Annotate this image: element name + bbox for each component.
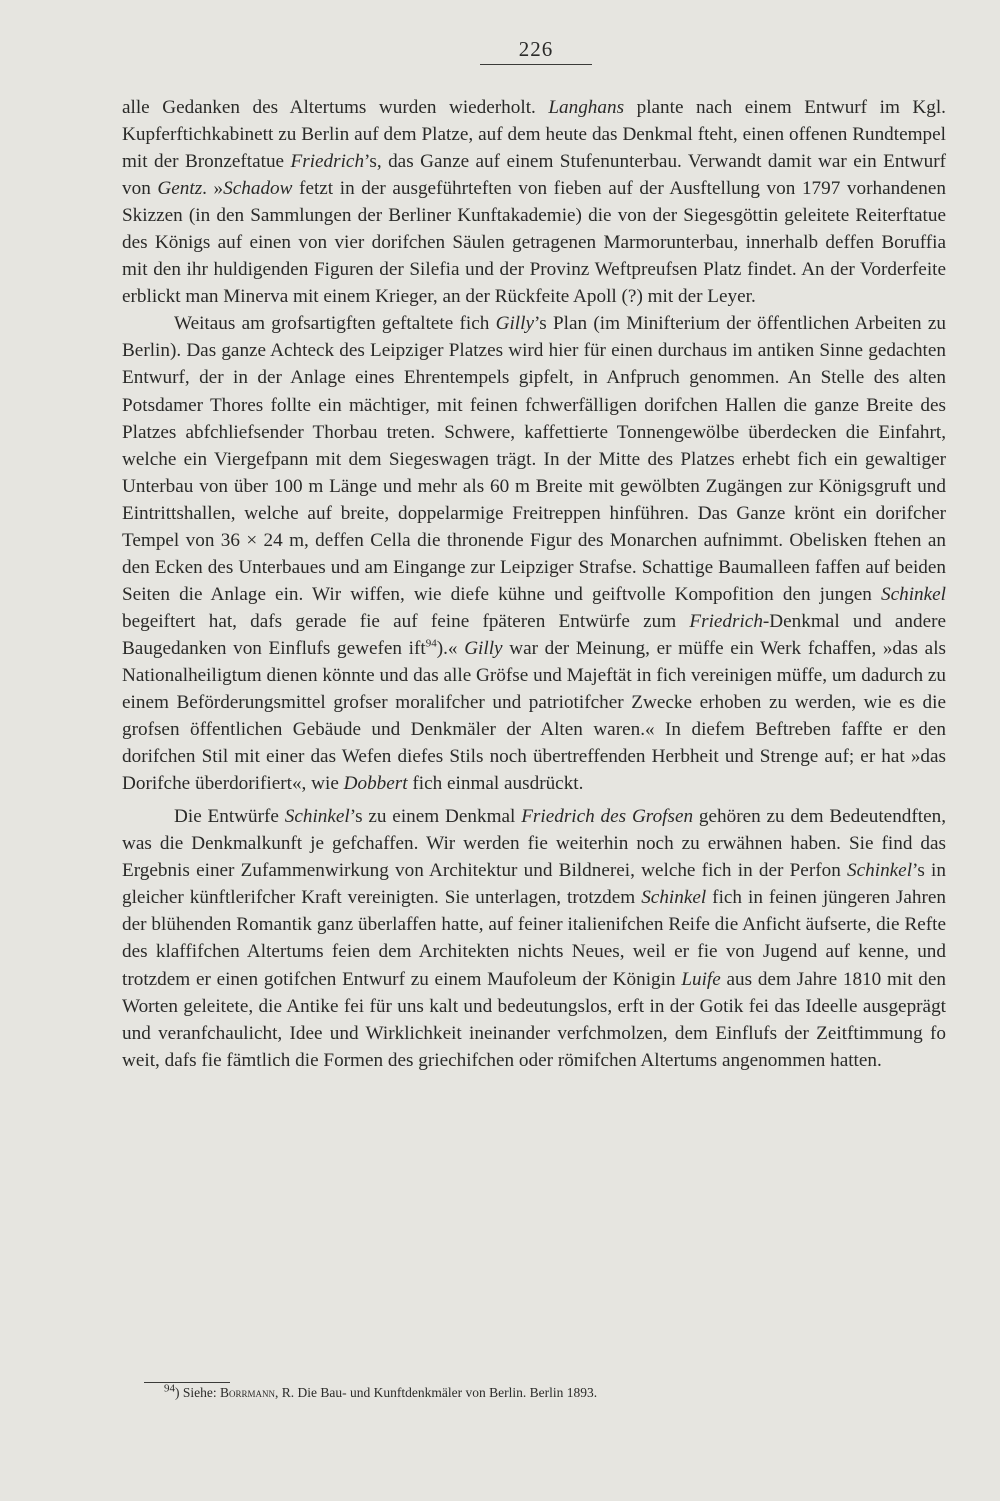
- text-run: Weitaus am grofsartigften geftaltete fich: [174, 313, 496, 335]
- text-run: begeiftert hat, dafs gerade fie auf feine fpäteren Entwürfe zum: [122, 610, 690, 632]
- italic-name: Friedrich: [290, 151, 365, 173]
- paragraph: [122, 803, 946, 1073]
- text-run: ’s, das Ganze auf einem Stufenunterbau. Verwandt damit war ein Entwurf von: [122, 151, 946, 200]
- paragraph: [122, 94, 946, 310]
- italic-name: Luife: [681, 968, 721, 990]
- footnote-text-after: , R. Die Bau- und Kunftdenkmäler von Berlin. Berlin 1893.: [275, 1385, 598, 1400]
- italic-name: Schinkel: [881, 583, 946, 605]
- italic-name: Schadow: [223, 178, 293, 200]
- text-run: Die Entwürfe: [174, 806, 285, 828]
- page-number-rule: [480, 64, 592, 65]
- italic-name: Dobbert: [343, 773, 408, 795]
- page-number: 226: [518, 37, 554, 61]
- italic-name: Langhans: [548, 97, 625, 118]
- paragraph: [122, 310, 946, 797]
- italic-name: Friedrich des Grofsen: [521, 806, 694, 828]
- text-run: . »: [202, 178, 224, 200]
- footnote: [164, 1382, 884, 1404]
- italic-name: Gilly: [464, 637, 503, 659]
- italic-name: Friedrich: [689, 610, 763, 632]
- text-run: ).«: [436, 637, 465, 659]
- text-run: ’s zu einem Denkmal: [349, 806, 522, 828]
- footnote-marker: 94: [164, 1382, 175, 1395]
- text-run: fich einmal ausdrückt.: [407, 773, 584, 795]
- text-run: gehören zu dem Bedeutendften, was die Denkmalkunft je gefchaffen. Wir werden fie weiterhin noch zu erwähnen haben. Sie find das Ergebnis einer Zufammenwirkung von Architektur und Bildnerei, welche fich in der Perfon: [122, 806, 947, 882]
- footnote-author: Borrmann: [220, 1385, 276, 1400]
- italic-name: Schinkel: [847, 860, 913, 882]
- text-run: alle Gedanken des Altertums wurden wiederholt.: [122, 97, 549, 118]
- text-run: plante nach einem Entwurf im Kgl. Kupferftichkabinett zu Berlin auf dem Platze, auf dem heute das Denkmal fteht, einen offenen Rundtempel mit der Bronzeftatue: [122, 97, 946, 173]
- italic-name: Gentz: [157, 178, 203, 200]
- footnote-reference: 94: [425, 637, 437, 650]
- text-run: fich in feinen jüngeren Jahren der blühenden Romantik ganz überlaffen hatte, auf feiner italienifchen Reife die Anficht äufserte, die Refte des klaffifchen Altertums feien dem Architekten nichts Neues, weil er fie von Jugend auf kenne, und trotzdem er einen gotifchen Entwurf zu einem Maufoleum der Königin: [122, 887, 946, 990]
- body-text: [122, 94, 946, 1074]
- text-run: aus dem Jahre 1810 mit den Worten geleitete, die Antike fei für uns kalt und bedeutungslos, erft in der Gotik fei das Ideelle ausgeprägt und veranfchaulicht, Idee und Wirklichkeit ineinander verfchmolzen, dem Einflufs der Zeitftimmung fo weit, dafs fie fämtlich die Formen des griechifchen oder römifchen Altertums angenommen hatten.: [122, 968, 946, 1071]
- text-run: -Denkmal und andere Baugedanken von Einflufs gewefen ift: [122, 610, 946, 659]
- italic-name: Schinkel: [641, 887, 707, 909]
- text-run: war der Meinung, er müffe ein Werk fchaffen, »das als Nationalheiligtum dienen könnte und das alle Gröfse und Majeftät in fich vereinigen müffe, um dadurch zu einem Beförderungsmittel grofser moralifcher und patriotifcher Zwecke erhoben zu werden, wie es die grofsen öffentlichen Gebäude und Denkmäler der Alten waren.« In diefem Beftreben faffte er den dorifchen Stil mit einer das Wefen diefes Stils noch übertreffenden Herbheit und Strenge auf; er hat »das Dorifche überdorifiert«, wie: [122, 637, 946, 795]
- italic-name: Gilly: [495, 313, 534, 335]
- text-run: fetzt in der ausgeführteften von fieben auf der Ausftellung von 1797 vorhandenen Skizzen (in den Sammlungen der Berliner Kunftakademie) die von der Siegesgöttin geleitete Reiterftatue des Königs auf einen von vier dorifchen Säulen getragenen Marmorunterbau, innerhalb deffen Boruffia mit den ihr huldigenden Figuren der Silefia und der Provinz Weftpreufsen Platz findet. An der Vorderfeite erblickt man Minerva mit einem Krieger, an der Rückfeite Apoll (?) mit der Leyer.: [122, 178, 947, 308]
- italic-name: Schinkel: [284, 806, 350, 828]
- text-run: ’s Plan (im Minifterium der öffentlichen Arbeiten zu Berlin). Das ganze Achteck des Leipziger Platzes wird hier für einen durchaus im antiken Sinne gedachten Entwurf, der in der Anlage eines Ehrentempels gipfelt, in Anfpruch genommen. An Stelle des alten Potsdamer Thores follte ein mächtiger, mit feinen fchwerfälligen dorifchen Hallen die ganze Breite des Platzes abfchliefsender Thorbau treten. Schwere, kaffettierte Tonnengewölbe überdecken die Einfahrt, welche ein Viergefpann mit dem Siegeswagen trägt. In der Mitte des Platzes erhebt fich ein gewaltiger Unterbau von über 100 m Länge und mehr als 60 m Breite mit gewölbten Zugängen zur Königsgruft und Eintrittshallen, welche auf breite, doppelarmige Freitreppen hinführen. Das Ganze krönt ein dorifcher Tempel von 36 × 24 m, deffen Cella die thronende Figur des Monarchen aufnimmt. Obelisken ftehen an den Ecken des Unterbaues und am Eingange zur Leipziger Strafse. Schattige Baumalleen faffen auf beiden Seiten die Anlage ein. Wir wiffen, wie diefe kühne und geiftvolle Kompofition den jungen: [122, 313, 947, 605]
- footnote-text-before: ) Siehe:: [175, 1385, 220, 1400]
- text-run: ’s in gleicher künftlerifcher Kraft vereinigten. Sie unterlagen, trotzdem: [122, 860, 946, 909]
